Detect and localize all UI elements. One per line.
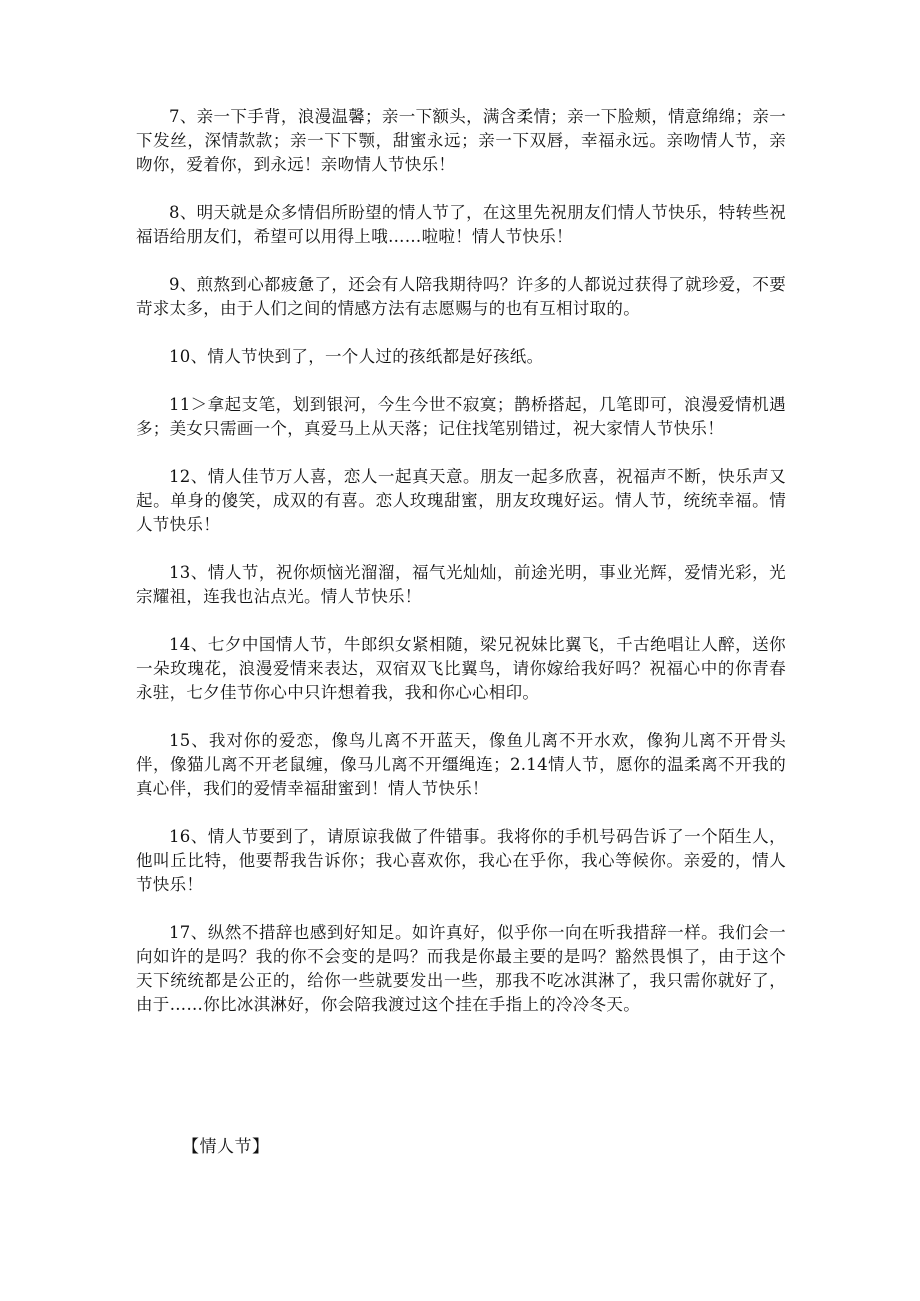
section-title: 【情人节】 [182,1137,270,1157]
paragraph-9: 9、煎熬到心都疲惫了，还会有人陪我期待吗？许多的人都说过获得了就珍爱，不要苛求太多，由于人们之间的情感方法有志愿赐与的也有互相讨取的。 [136,275,786,318]
paragraph-17: 17、纵然不措辞也感到好知足。如许真好，似乎你一向在听我措辞一样。我们会一向如许的是吗？我的你不会变的是吗？而我是你最主要的是吗？豁然畏惧了，由于这个天下统统都是公正的，给你一些就要发出一些，那我不吃冰淇淋了，我只需你就好了，由于……你比冰淇淋好，你会陪我渡过这个挂在手指上的冷冷冬天。 [136,923,786,1014]
paragraph-10: 10、情人节快到了，一个人过的孩纸都是好孩纸。 [169,347,544,366]
paragraph-14: 14、七夕中国情人节，牛郎织女紧相随，梁兄祝妹比翼飞，千古绝唱让人醉，送你一朵玫瑰花，浪漫爱情来表达，双宿双飞比翼鸟，请你嫁给我好吗？祝福心中的你青春永驻，七夕佳节你心中只许想着我，我和你心心相印。 [136,635,786,702]
paragraph-16: 16、情人节要到了，请原谅我做了件错事。我将你的手机号码告诉了一个陌生人，他叫丘比特，他要帮我告诉你；我心喜欢你，我心在乎你，我心等候你。亲爱的，情人节快乐！ [136,827,786,894]
paragraph-13: 13、情人节，祝你烦恼光溜溜，福气光灿灿，前途光明，事业光辉，爱情光彩，光宗耀祖，连我也沾点光。情人节快乐！ [136,563,786,606]
paragraph-8: 8、明天就是众多情侣所盼望的情人节了，在这里先祝朋友们情人节快乐，特转些祝福语给朋友们，希望可以用得上哦……啦啦！情人节快乐！ [136,203,786,246]
paragraph-11: 11＞拿起支笔，划到银河，今生今世不寂寞；鹊桥搭起，几笔即可，浪漫爱情机遇多；美女只需画一个，真爱马上从天落；记住找笔别错过，祝大家情人节快乐！ [136,395,786,438]
paragraph-15: 15、我对你的爱恋，像鸟儿离不开蓝天，像鱼儿离不开水欢，像狗儿离不开骨头伴，像猫儿离不开老鼠缠，像马儿离不开缰绳连；2.14情人节，愿你的温柔离不开我的真心伴，我们的爱情幸福甜蜜到！情人节快乐！ [136,731,786,798]
paragraph-12: 12、情人佳节万人喜，恋人一起真天意。朋友一起多欣喜，祝福声不断，快乐声又起。单身的傻笑，成双的有喜。恋人玫瑰甜蜜，朋友玫瑰好运。情人节，统统幸福。情人节快乐！ [136,467,786,534]
paragraph-7: 7、亲一下手背，浪漫温馨；亲一下额头，满含柔情；亲一下脸颊，情意绵绵；亲一下发丝，深情款款；亲一下下颚，甜蜜永远；亲一下双唇，幸福永远。亲吻情人节，亲吻你，爱着你，到永远！亲吻情人节快乐！ [136,107,786,174]
document-body [136,105,786,1041]
